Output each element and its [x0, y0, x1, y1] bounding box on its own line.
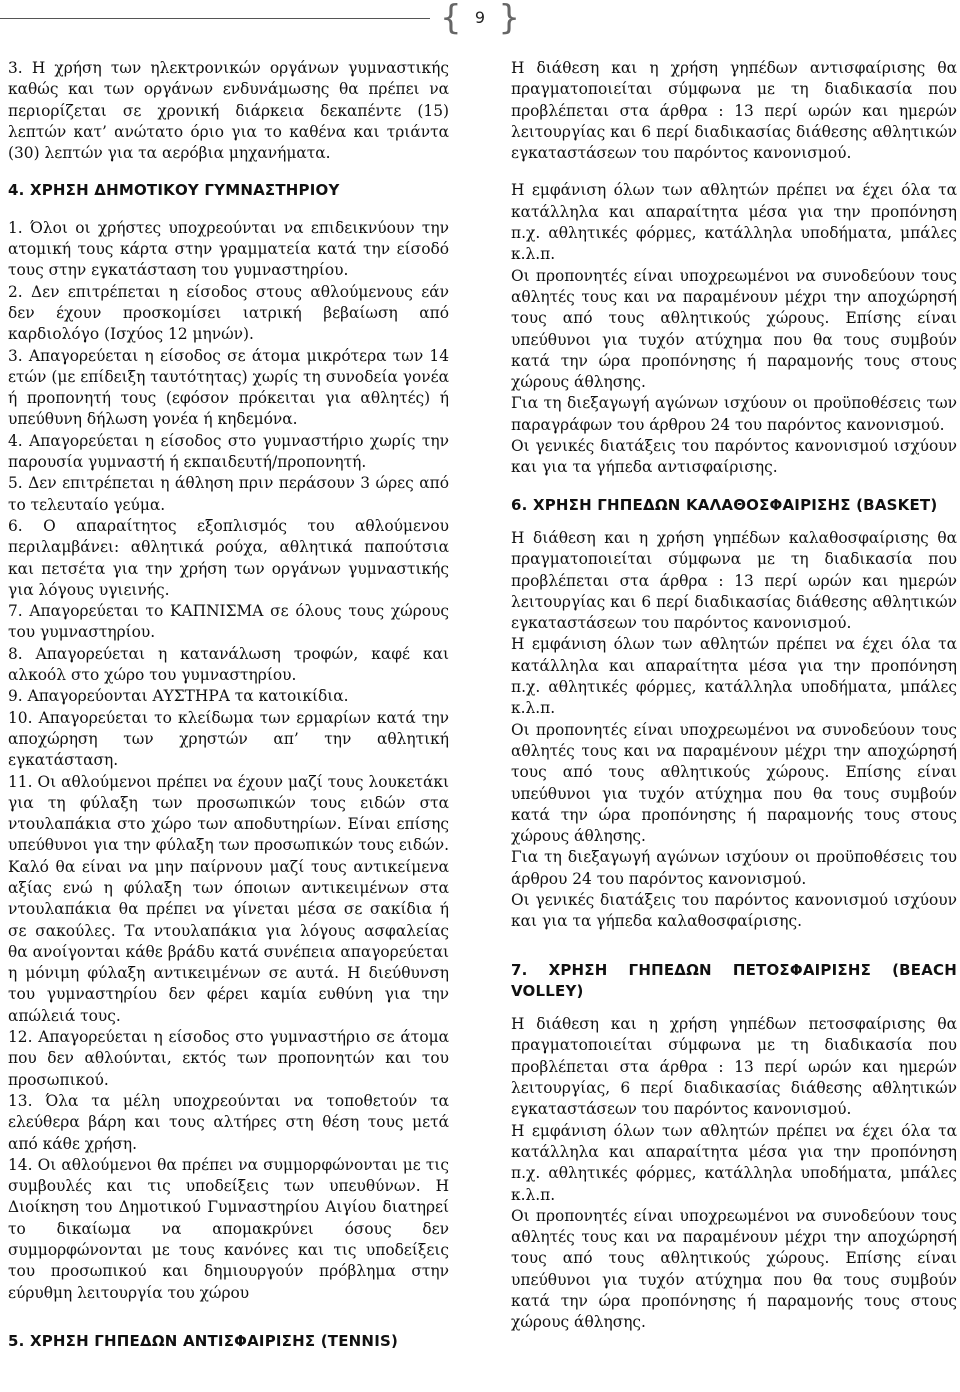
- spacer: [511, 164, 957, 180]
- page-number-box: [440, 0, 520, 36]
- paragraph: 10. Απαγορεύεται το κλείδωμα των ερμαρίων κατά την αποχώρηση των χρηστών απ’ την αθλητική εγκατάσταση.: [8, 708, 449, 770]
- section-heading: 5. ΧΡΗΣΗ ΓΗΠΕΔΩΝ ΑΝΤΙΣΦΑΙΡΙΣΗΣ (TENNIS): [8, 1331, 399, 1350]
- paragraph: Η διάθεση και η χρήση γηπέδων πετοσφαίρισης θα πραγματοποιείται σύμφωνα με τη διαδικασία που προβλέπεται στα άρθρα : 13 περί ωρών και ημερών λειτουργίας, 6 περί διαδικασίας διάθεσης αθλητικών εγκαταστάσεων του παρόντος κανονισμού.: [511, 1015, 957, 1119]
- spacer: [511, 1002, 957, 1014]
- paragraph: Οι προπονητές είναι υποχρεωμένοι να συνοδεύουν τους αθλητές τους και να παραμένουν μέχρι την αποχώρησή τους από τους αθλητικούς χώρους. Επίσης είναι υπεύθυνοι για τυχόν ατύχημα που θα τους συμβούν κατά την ώρα προπόνησης ή παραμονής τους στους χώρους άθλησης.: [511, 720, 957, 846]
- header-rule: [0, 18, 430, 19]
- left-brace-icon: {: [440, 0, 462, 38]
- spacer: [511, 479, 957, 495]
- paragraph: 12. Απαγορεύεται η είσοδος στο γυμναστήριο σε άτομα που δεν αθλούνται, εκτός των προπονητών και του προσωπικού.: [8, 1028, 449, 1089]
- paragraph: Οι γενικές διατάξεις του παρόντος κανονισμού ισχύουν και για τα γήπεδα καλαθοσφαίρισης.: [511, 890, 957, 931]
- section-heading: 6. ΧΡΗΣΗ ΓΗΠΕΔΩΝ ΚΑΛΑΘΟΣΦΑΙΡΙΣΗΣ (BASKET): [511, 495, 938, 514]
- spacer: [8, 164, 449, 180]
- paragraph: Η εμφάνιση όλων των αθλητών πρέπει να έχει όλα τα κατάλληλα και απαραίτητα μέσα για την προπόνηση π.χ. αθλητικές φόρμες, κατάλληλα υποδήματα, μπάλες κ.λ.π.: [511, 181, 957, 264]
- right-column: [511, 58, 957, 1334]
- paragraph: 3. Απαγορεύεται η είσοδος σε άτομα μικρότερα των 14 ετών (με επίδειξη ταυτότητας) χωρίς τη συνοδεία γονέα ή προπονητή τους (εφόσον πρόκειται για αθλητές) ή υπεύθυνη δήλωση γονέα ή κηδεμόνα.: [8, 346, 449, 429]
- paragraph: Η διάθεση και η χρήση γηπέδων αντισφαίρισης θα πραγματοποιείται σύμφωνα με τη διαδικασία που προβλέπεται στα άρθρα : 13 περί ωρών και ημερών λειτουργίας και 6 περί διαδικασίας διάθεσης αθλητικών εγκαταστάσεων του παρόντος κανονισμού.: [511, 59, 957, 163]
- paragraph: 8. Απαγορεύεται η κατανάλωση τροφών, καφέ και αλκοόλ στο χώρο του γυμναστηρίου.: [8, 644, 449, 685]
- section-heading: 7. ΧΡΗΣΗ ΓΗΠΕΔΩΝ ΠΕΤΟΣΦΑΙΡΙΣΗΣ (BEACH VOLLEY): [511, 960, 957, 1000]
- paragraph: 1. Όλοι οι χρήστες υποχρεούνται να επιδεικνύουν την ατομική τους κάρτα στην γραμματεία κατά την είσοδό τους στην εγκατάσταση του γυμναστηρίου.: [8, 218, 449, 280]
- paragraph: Η εμφάνιση όλων των αθλητών πρέπει να έχει όλα τα κατάλληλα και απαραίτητα μέσα για την προπόνηση π.χ. αθλητικές φόρμες, κατάλληλα υποδήματα, μπάλες κ.λ.π.: [511, 1121, 957, 1204]
- spacer: [8, 1304, 449, 1331]
- paragraph: 4. Απαγορεύεται η είσοδος στο γυμναστήριο χωρίς την παρουσία γυμναστή ή εκπαιδευτή/προπονητή.: [8, 431, 449, 472]
- paragraph: Οι προπονητές είναι υποχρεωμένοι να συνοδεύουν τους αθλητές τους και να παραμένουν μέχρι την αποχώρησή τους από τους αθλητικούς χώρους. Επίσης είναι υπεύθυνοι για τυχόν ατύχημα που θα τους συμβούν κατά την ώρα προπόνησης ή παραμονής τους στους χώρους άθλησης.: [511, 1206, 957, 1332]
- paragraph: 13. Όλα τα μέλη υποχρεούνται να τοποθετούν τα ελεύθερα βάρη και τους αλτήρες στη θέση τους μετά από κάθε χρήση.: [8, 1091, 449, 1153]
- paragraph: 5. Δεν επιτρέπεται η άθληση πριν περάσουν 3 ώρες από το τελευταίο γεύμα.: [8, 474, 449, 514]
- paragraph: Η διάθεση και η χρήση γηπέδων καλαθοσφαίρισης θα πραγματοποιείται σύμφωνα με τη διαδικασία που προβλέπεται στα άρθρα : 13 περί ωρών και ημερών λειτουργίας και 6 περί διαδικασίας διάθεσης αθλητικών εγκαταστάσεων του παρόντος κανονισμού.: [511, 528, 957, 633]
- spacer: [8, 202, 449, 218]
- paragraph: 3. Η χρήση των ηλεκτρονικών οργάνων γυμναστικής καθώς και των οργάνων ενδυνάμωσης θα πρέπει να περιορίζεται σε χρονική διάρκεια δεκαπέντε (15) λεπτών κατ’ ανώτατο όριο για το καθένα και τριάντα (30) λεπτών για τα αερόβια μηχανήματα.: [8, 59, 449, 163]
- paragraph: Οι γενικές διατάξεις του παρόντος κανονισμού ισχύουν και για τα γήπεδα αντισφαίρισης.: [511, 437, 957, 477]
- spacer: [511, 516, 957, 528]
- paragraph: 2. Δεν επιτρέπεται η είσοδος στους αθλούμενους εάν δεν έχουν προσκομίσει ιατρική βεβαίωση από καρδιολόγο (Ισχύος 12 μηνών).: [8, 282, 449, 344]
- spacer: [511, 933, 957, 960]
- paragraph: 14. Οι αθλούμενοι θα πρέπει να συμμορφώνονται με τις συμβουλές και τις υποδείξεις των υπευθύνων. Η Διοίκηση του Δημοτικού Γυμναστηρίου Αιγίου διατηρεί το δικαίωμα να απομακρύνει όσους δεν συμμορφώνονται με τους κανόνες και τις υποδείξεις του προσωπικού και δημιουργούν πρόβλημα στην εύρυθμη λειτουργία του χώρου: [8, 1155, 449, 1302]
- paragraph: 9. Απαγορεύονται ΑΥΣΤΗΡΑ τα κατοικίδια.: [8, 687, 349, 706]
- page-number: 9: [474, 8, 486, 27]
- section-heading: 4. ΧΡΗΣΗ ΔΗΜΟΤΙΚΟΥ ΓΥΜΝΑΣΤΗΡΙΟΥ: [8, 181, 340, 200]
- paragraph: 6. Ο απαραίτητος εξοπλισμός του αθλούμενου περιλαμβάνει: αθλητικά ρούχα, αθλητικά παπούτσια και πετσέτα για την χρήση των οργάνων γυμναστικής για λόγους υγιεινής.: [8, 516, 449, 599]
- paragraph: Για τη διεξαγωγή αγώνων ισχύουν οι προϋποθέσεις των παραγράφων του άρθρου 24 του παρόντος κανονισμού.: [511, 394, 957, 434]
- right-brace-icon: }: [498, 0, 520, 38]
- paragraph: 7. Απαγορεύεται το ΚΑΠΝΙΣΜΑ σε όλους τους χώρους του γυμναστηρίου.: [8, 602, 449, 642]
- left-column: [8, 58, 449, 1352]
- paragraph: Για τη διεξαγωγή αγώνων ισχύουν οι προϋποθέσεις του άρθρου 24 του παρόντος κανονισμού.: [511, 848, 957, 888]
- paragraph: Οι προπονητές είναι υποχρεωμένοι να συνοδεύουν τους αθλητές τους και να παραμένουν μέχρι την αποχώρησή τους από τους αθλητικούς χώρους. Επίσης είναι υπεύθυνοι για τυχόν ατύχημα που θα τους συμβούν κατά την ώρα προπόνησης ή παραμονής τους στους χώρους άθλησης.: [511, 266, 957, 392]
- paragraph: Η εμφάνιση όλων των αθλητών πρέπει να έχει όλα τα κατάλληλα και απαραίτητα μέσα για την προπόνηση π.χ. αθλητικές φόρμες, κατάλληλα υποδήματα, μπάλες κ.λ.π.: [511, 635, 957, 718]
- paragraph: 11. Οι αθλούμενοι πρέπει να έχουν μαζί τους λουκετάκι για τη φύλαξη των προσωπικών τους ειδών στα ντουλαπάκια στο χώρο των αποδυτηρίων. Είναι επίσης υπεύθυνοι για την φύλαξη των προσωπικών τους ειδών. Καλό θα είναι να μην παίρνουν μαζί τους αντικείμενα αξίας ενώ η φύλαξη των όποιων αντικειμένων στα ντουλαπάκια θα πρέπει να γίνεται μέσα σε σακίδια ή σε σακούλες. Τα ντουλαπάκια για λόγους ασφαλείας θα ανοίγονται κάθε βράδυ κατά συνέπεια απαγορεύεται η μόνιμη φύλαξη αντικειμένων σε αυτά. Η διεύθυνση του γυμναστηρίου δεν φέρει καμία ευθύνη για την απώλειά τους.: [8, 772, 449, 1025]
